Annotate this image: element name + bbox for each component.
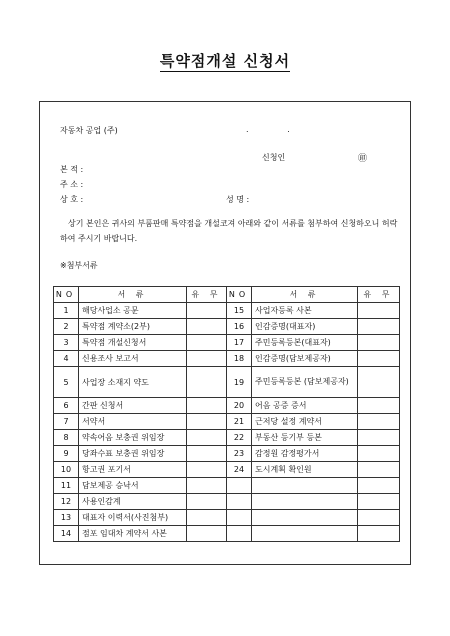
attachments-table	[53, 286, 400, 542]
row-no-left: 11	[54, 478, 79, 494]
row-reason-right	[358, 303, 400, 319]
table-row	[54, 446, 400, 462]
header-no-left: NO	[54, 287, 79, 303]
table-row	[54, 526, 400, 542]
row-reason-left	[187, 510, 227, 526]
row-doc-right: 부동산 등기부 등본	[252, 430, 358, 446]
row-reason-left	[187, 319, 227, 335]
row-doc-left: 항고권 포기서	[79, 462, 187, 478]
row-doc-left: 사업장 소재지 약도	[79, 367, 187, 398]
row-no-left: 14	[54, 526, 79, 542]
header-doc-left: 서 류	[79, 287, 187, 303]
row-doc-right	[252, 510, 358, 526]
row-reason-right	[358, 478, 400, 494]
row-reason-left	[187, 414, 227, 430]
name-field-label: 성 명 :	[226, 195, 250, 204]
row-doc-right: 주민등록등본 (담보제공자)	[252, 367, 358, 398]
row-no-right: 19	[227, 367, 252, 398]
row-reason-left	[187, 351, 227, 367]
row-no-left: 9	[54, 446, 79, 462]
row-reason-left	[187, 446, 227, 462]
row-reason-right	[358, 319, 400, 335]
row-no-right	[227, 478, 252, 494]
row-reason-right	[358, 430, 400, 446]
row-doc-right: 주민등록등본(대표자)	[252, 335, 358, 351]
row-reason-right	[358, 414, 400, 430]
table-row	[54, 494, 400, 510]
row-no-left: 13	[54, 510, 79, 526]
domicile-field-label: 본 적 :	[60, 165, 84, 174]
row-doc-right: 인감증명(대표자)	[252, 319, 358, 335]
request-body-text: 상기 본인은 귀사의 부품판매 특약점을 개설코져 아래와 같이 서류를 첨부하여 신청하오니 허락하여 주시기 바랍니다.	[60, 219, 398, 243]
row-no-right: 16	[227, 319, 252, 335]
row-reason-left	[187, 398, 227, 414]
row-reason-left	[187, 335, 227, 351]
row-reason-left	[187, 526, 227, 542]
row-reason-left	[187, 462, 227, 478]
row-reason-right	[358, 526, 400, 542]
row-no-left: 5	[54, 367, 79, 398]
row-no-left: 4	[54, 351, 79, 367]
row-no-left: 6	[54, 398, 79, 414]
row-doc-right	[252, 526, 358, 542]
row-no-left: 10	[54, 462, 79, 478]
table-header-row	[54, 287, 400, 303]
row-doc-right	[252, 494, 358, 510]
row-no-right	[227, 526, 252, 542]
row-no-right: 21	[227, 414, 252, 430]
attachments-title: ※첨부서류	[60, 261, 98, 270]
company-line: 자동차 공업 (주)	[60, 126, 118, 135]
row-no-left: 7	[54, 414, 79, 430]
row-doc-left: 사용인감계	[79, 494, 187, 510]
row-no-right: 20	[227, 398, 252, 414]
header-no-right: NO	[227, 287, 252, 303]
row-reason-right	[358, 335, 400, 351]
applicant-label: 신청인	[262, 153, 286, 162]
row-reason-right	[358, 462, 400, 478]
table-row	[54, 462, 400, 478]
table-row	[54, 335, 400, 351]
form-box	[39, 101, 411, 565]
row-doc-left: 해당사업소 공문	[79, 303, 187, 319]
row-doc-left: 대표자 이력서(사진첨부)	[79, 510, 187, 526]
row-no-left: 12	[54, 494, 79, 510]
row-reason-left	[187, 430, 227, 446]
header-reason-left: 유 무	[187, 287, 227, 303]
row-doc-right: 감정원 감정평가서	[252, 446, 358, 462]
trade-name-field-label: 상 호 :	[60, 195, 84, 204]
table-row	[54, 319, 400, 335]
row-reason-left	[187, 367, 227, 398]
table-row	[54, 430, 400, 446]
row-no-left: 1	[54, 303, 79, 319]
row-no-right	[227, 510, 252, 526]
row-no-right: 17	[227, 335, 252, 351]
table-row	[54, 398, 400, 414]
row-reason-right	[358, 494, 400, 510]
row-no-right: 15	[227, 303, 252, 319]
date-dots: . .	[246, 125, 308, 134]
row-doc-right: 사업자등록 사본	[252, 303, 358, 319]
row-doc-right: 근저당 설정 계약서	[252, 414, 358, 430]
table-row	[54, 351, 400, 367]
row-reason-left	[187, 478, 227, 494]
table-row	[54, 303, 400, 319]
row-doc-left: 점포 임대차 계약서 사본	[79, 526, 187, 542]
header-doc-right: 서 류	[252, 287, 358, 303]
table-row	[54, 414, 400, 430]
row-no-right: 23	[227, 446, 252, 462]
row-reason-right	[358, 367, 400, 398]
row-doc-right: 어음 공증 증서	[252, 398, 358, 414]
row-reason-right	[358, 398, 400, 414]
row-reason-left	[187, 303, 227, 319]
row-no-right	[227, 494, 252, 510]
row-no-left: 3	[54, 335, 79, 351]
row-no-right: 24	[227, 462, 252, 478]
row-doc-left: 당좌수표 보충권 위임장	[79, 446, 187, 462]
row-doc-right: 도시계획 확인원	[252, 462, 358, 478]
row-no-right: 22	[227, 430, 252, 446]
header-reason-right: 유 무	[358, 287, 400, 303]
row-doc-left: 서약서	[79, 414, 187, 430]
row-reason-right	[358, 446, 400, 462]
address-field-label: 주 소 :	[60, 180, 84, 189]
table-row	[54, 367, 400, 398]
row-doc-right: 인감증명(담보제공자)	[252, 351, 358, 367]
table-row	[54, 478, 400, 494]
row-no-left: 8	[54, 430, 79, 446]
row-reason-right	[358, 351, 400, 367]
table-row	[54, 510, 400, 526]
row-reason-left	[187, 494, 227, 510]
row-doc-left: 신용조사 보고서	[79, 351, 187, 367]
row-doc-left: 특약점 개설신청서	[79, 335, 187, 351]
row-doc-right	[252, 478, 358, 494]
seal-mark: ㊞	[358, 154, 368, 164]
row-reason-right	[358, 510, 400, 526]
row-doc-left: 간판 신청서	[79, 398, 187, 414]
row-no-left: 2	[54, 319, 79, 335]
row-doc-left: 특약점 계약소(2부)	[79, 319, 187, 335]
row-doc-left: 담보제공 승낙서	[79, 478, 187, 494]
row-no-right: 18	[227, 351, 252, 367]
document-title: 특약점개설 신청서	[159, 52, 291, 70]
row-doc-left: 약속어음 보충권 위임장	[79, 430, 187, 446]
